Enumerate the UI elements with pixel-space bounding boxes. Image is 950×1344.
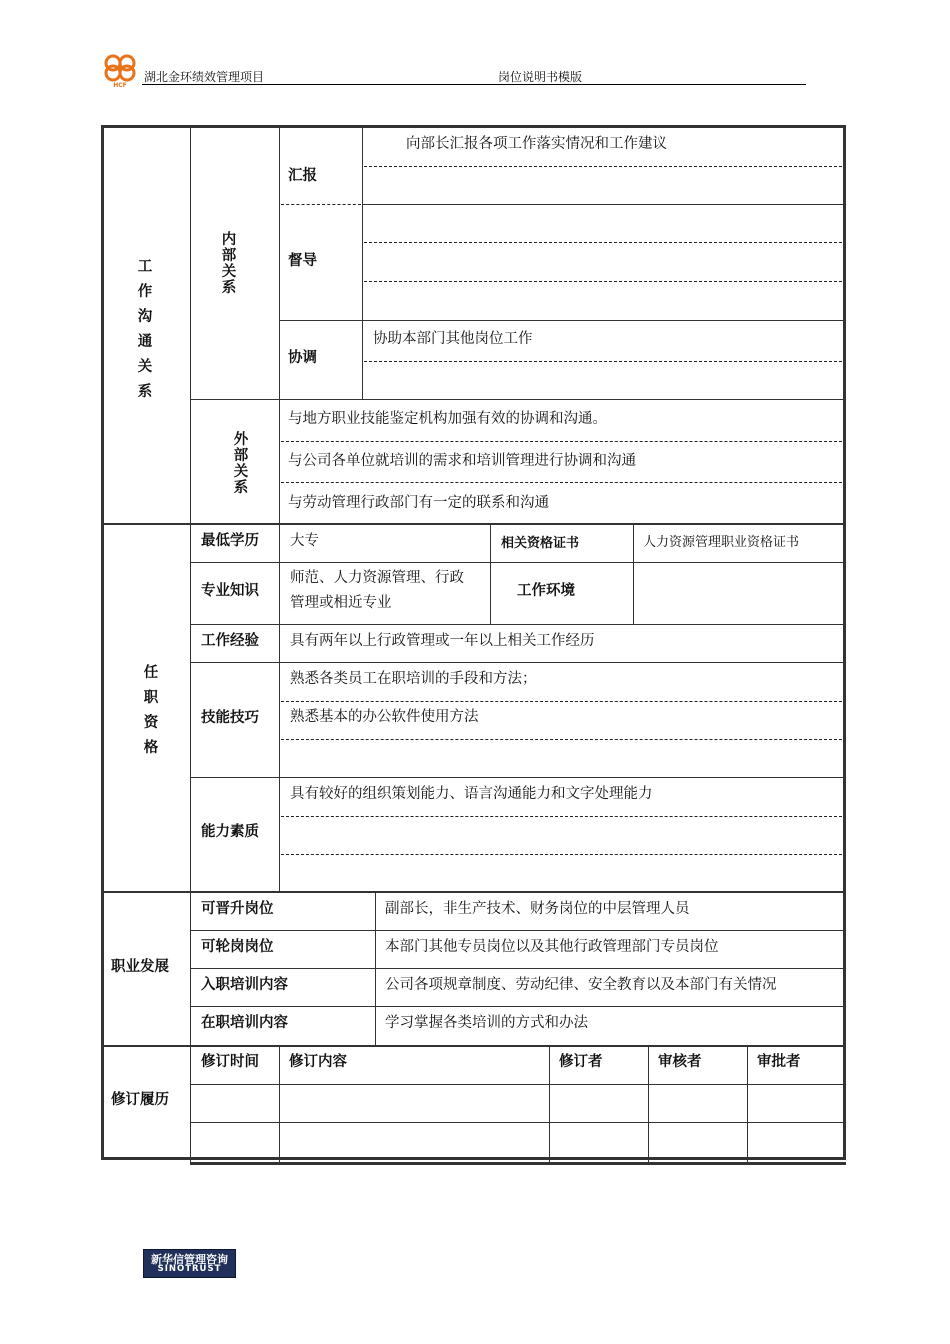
divider	[190, 562, 843, 563]
divider	[490, 525, 491, 624]
knowledge-label: 专业知识	[201, 583, 259, 599]
knowledge-value-2: 管理或相近专业	[290, 595, 392, 611]
divider	[281, 701, 842, 702]
certificate-label: 相关资格证书	[501, 536, 580, 551]
divider	[281, 739, 842, 740]
divider	[281, 816, 842, 817]
divider	[279, 1047, 280, 1164]
ability-text-1: 具有较好的组织策划能力、语言沟通能力和文字处理能力	[290, 786, 653, 802]
promotion-label: 可晋升岗位	[201, 901, 274, 917]
external-text-2: 与公司各单位就培训的需求和培训管理进行协调和沟通	[288, 453, 636, 469]
experience-label: 工作经验	[201, 633, 259, 649]
skill-label: 技能技巧	[201, 710, 259, 726]
inservice-label: 在职培训内容	[201, 1015, 288, 1031]
knowledge-value-1: 师范、人力资源管理、行政	[290, 570, 464, 586]
divider	[279, 320, 843, 321]
skill-text-2: 熟悉基本的办公软件使用方法	[290, 709, 479, 725]
onboarding-label: 入职培训内容	[201, 977, 288, 993]
divider	[549, 1047, 550, 1164]
divider	[281, 854, 842, 855]
certificate-value: 人力资源管理职业资格证书	[643, 535, 800, 550]
divider	[364, 242, 842, 243]
divider	[190, 662, 843, 663]
ability-label: 能力素质	[201, 824, 259, 840]
divider	[281, 482, 842, 483]
page-header	[100, 52, 806, 88]
comm-section-label: 工作沟通关系	[137, 259, 153, 400]
divider	[190, 968, 843, 969]
auditor-header: 审核者	[658, 1054, 702, 1070]
document-title: 岗位说明书模版	[498, 70, 583, 84]
coordinate-label: 协调	[288, 350, 317, 366]
footer-logo-en: SINOTRUST	[157, 1264, 222, 1274]
section-separator	[104, 1045, 843, 1047]
divider	[281, 204, 361, 205]
hcf-logo-icon	[100, 52, 140, 88]
revision-section-label: 修订履历	[111, 1092, 169, 1108]
report-label: 汇报	[288, 168, 317, 184]
rotation-label: 可轮岗岗位	[201, 939, 274, 955]
internal-relations-label: 内部关系	[221, 232, 237, 296]
reviser-header: 修订者	[559, 1054, 603, 1070]
career-section-label: 职业发展	[111, 959, 169, 975]
supervise-label: 督导	[288, 253, 317, 269]
revision-content-header: 修订内容	[289, 1054, 347, 1070]
sinotrust-logo	[143, 1249, 236, 1278]
environment-label: 工作环境	[517, 583, 575, 599]
divider	[364, 361, 842, 362]
divider	[375, 893, 376, 1045]
report-text: 向部长汇报各项工作落实情况和工作建议	[406, 136, 667, 152]
divider	[190, 624, 843, 625]
education-value: 大专	[290, 533, 319, 549]
skill-text-1: 熟悉各类员工在职培训的手段和方法；	[290, 671, 537, 687]
divider	[648, 1047, 649, 1164]
divider	[747, 1047, 748, 1164]
external-relations-label: 外部关系	[233, 432, 249, 496]
footer-logo-cn: 新华信管理咨询	[151, 1253, 228, 1266]
education-label: 最低学历	[201, 533, 259, 549]
divider	[362, 128, 363, 400]
divider	[190, 1160, 191, 1165]
divider	[190, 1006, 843, 1007]
promotion-value: 副部长，非生产技术、财务岗位的中层管理人员	[385, 901, 690, 917]
divider	[364, 166, 842, 167]
approver-header: 审批者	[757, 1054, 801, 1070]
divider	[190, 930, 843, 931]
divider	[190, 1122, 843, 1123]
rotation-value: 本部门其他专员岗位以及其他行政管理部门专员岗位	[385, 939, 719, 955]
header-rule	[142, 84, 806, 85]
divider	[364, 281, 842, 282]
divider	[281, 441, 842, 442]
external-text-1: 与地方职业技能鉴定机构加强有效的协调和沟通。	[288, 411, 607, 427]
divider	[190, 1084, 843, 1085]
experience-value: 具有两年以上行政管理或一年以上相关工作经历	[290, 633, 595, 649]
section-separator	[104, 523, 843, 525]
divider	[279, 525, 280, 891]
divider	[190, 777, 843, 778]
divider	[279, 128, 280, 525]
qual-section-label: 任职资格	[143, 665, 159, 756]
logo-text: HCF	[113, 82, 127, 88]
divider	[190, 399, 843, 400]
coordinate-text: 协助本部门其他岗位工作	[373, 331, 533, 347]
divider	[633, 525, 634, 624]
external-text-3: 与劳动管理行政部门有一定的联系和沟通	[288, 495, 549, 511]
section-separator	[104, 891, 843, 893]
project-name: 湖北金环绩效管理项目	[144, 70, 265, 84]
divider	[362, 204, 843, 205]
revision-time-header: 修订时间	[201, 1054, 259, 1070]
onboarding-value: 公司各项规章制度、劳动纪律、安全教育以及本部门有关情况	[385, 977, 777, 993]
inservice-value: 学习掌握各类培训的方式和办法	[385, 1015, 588, 1031]
